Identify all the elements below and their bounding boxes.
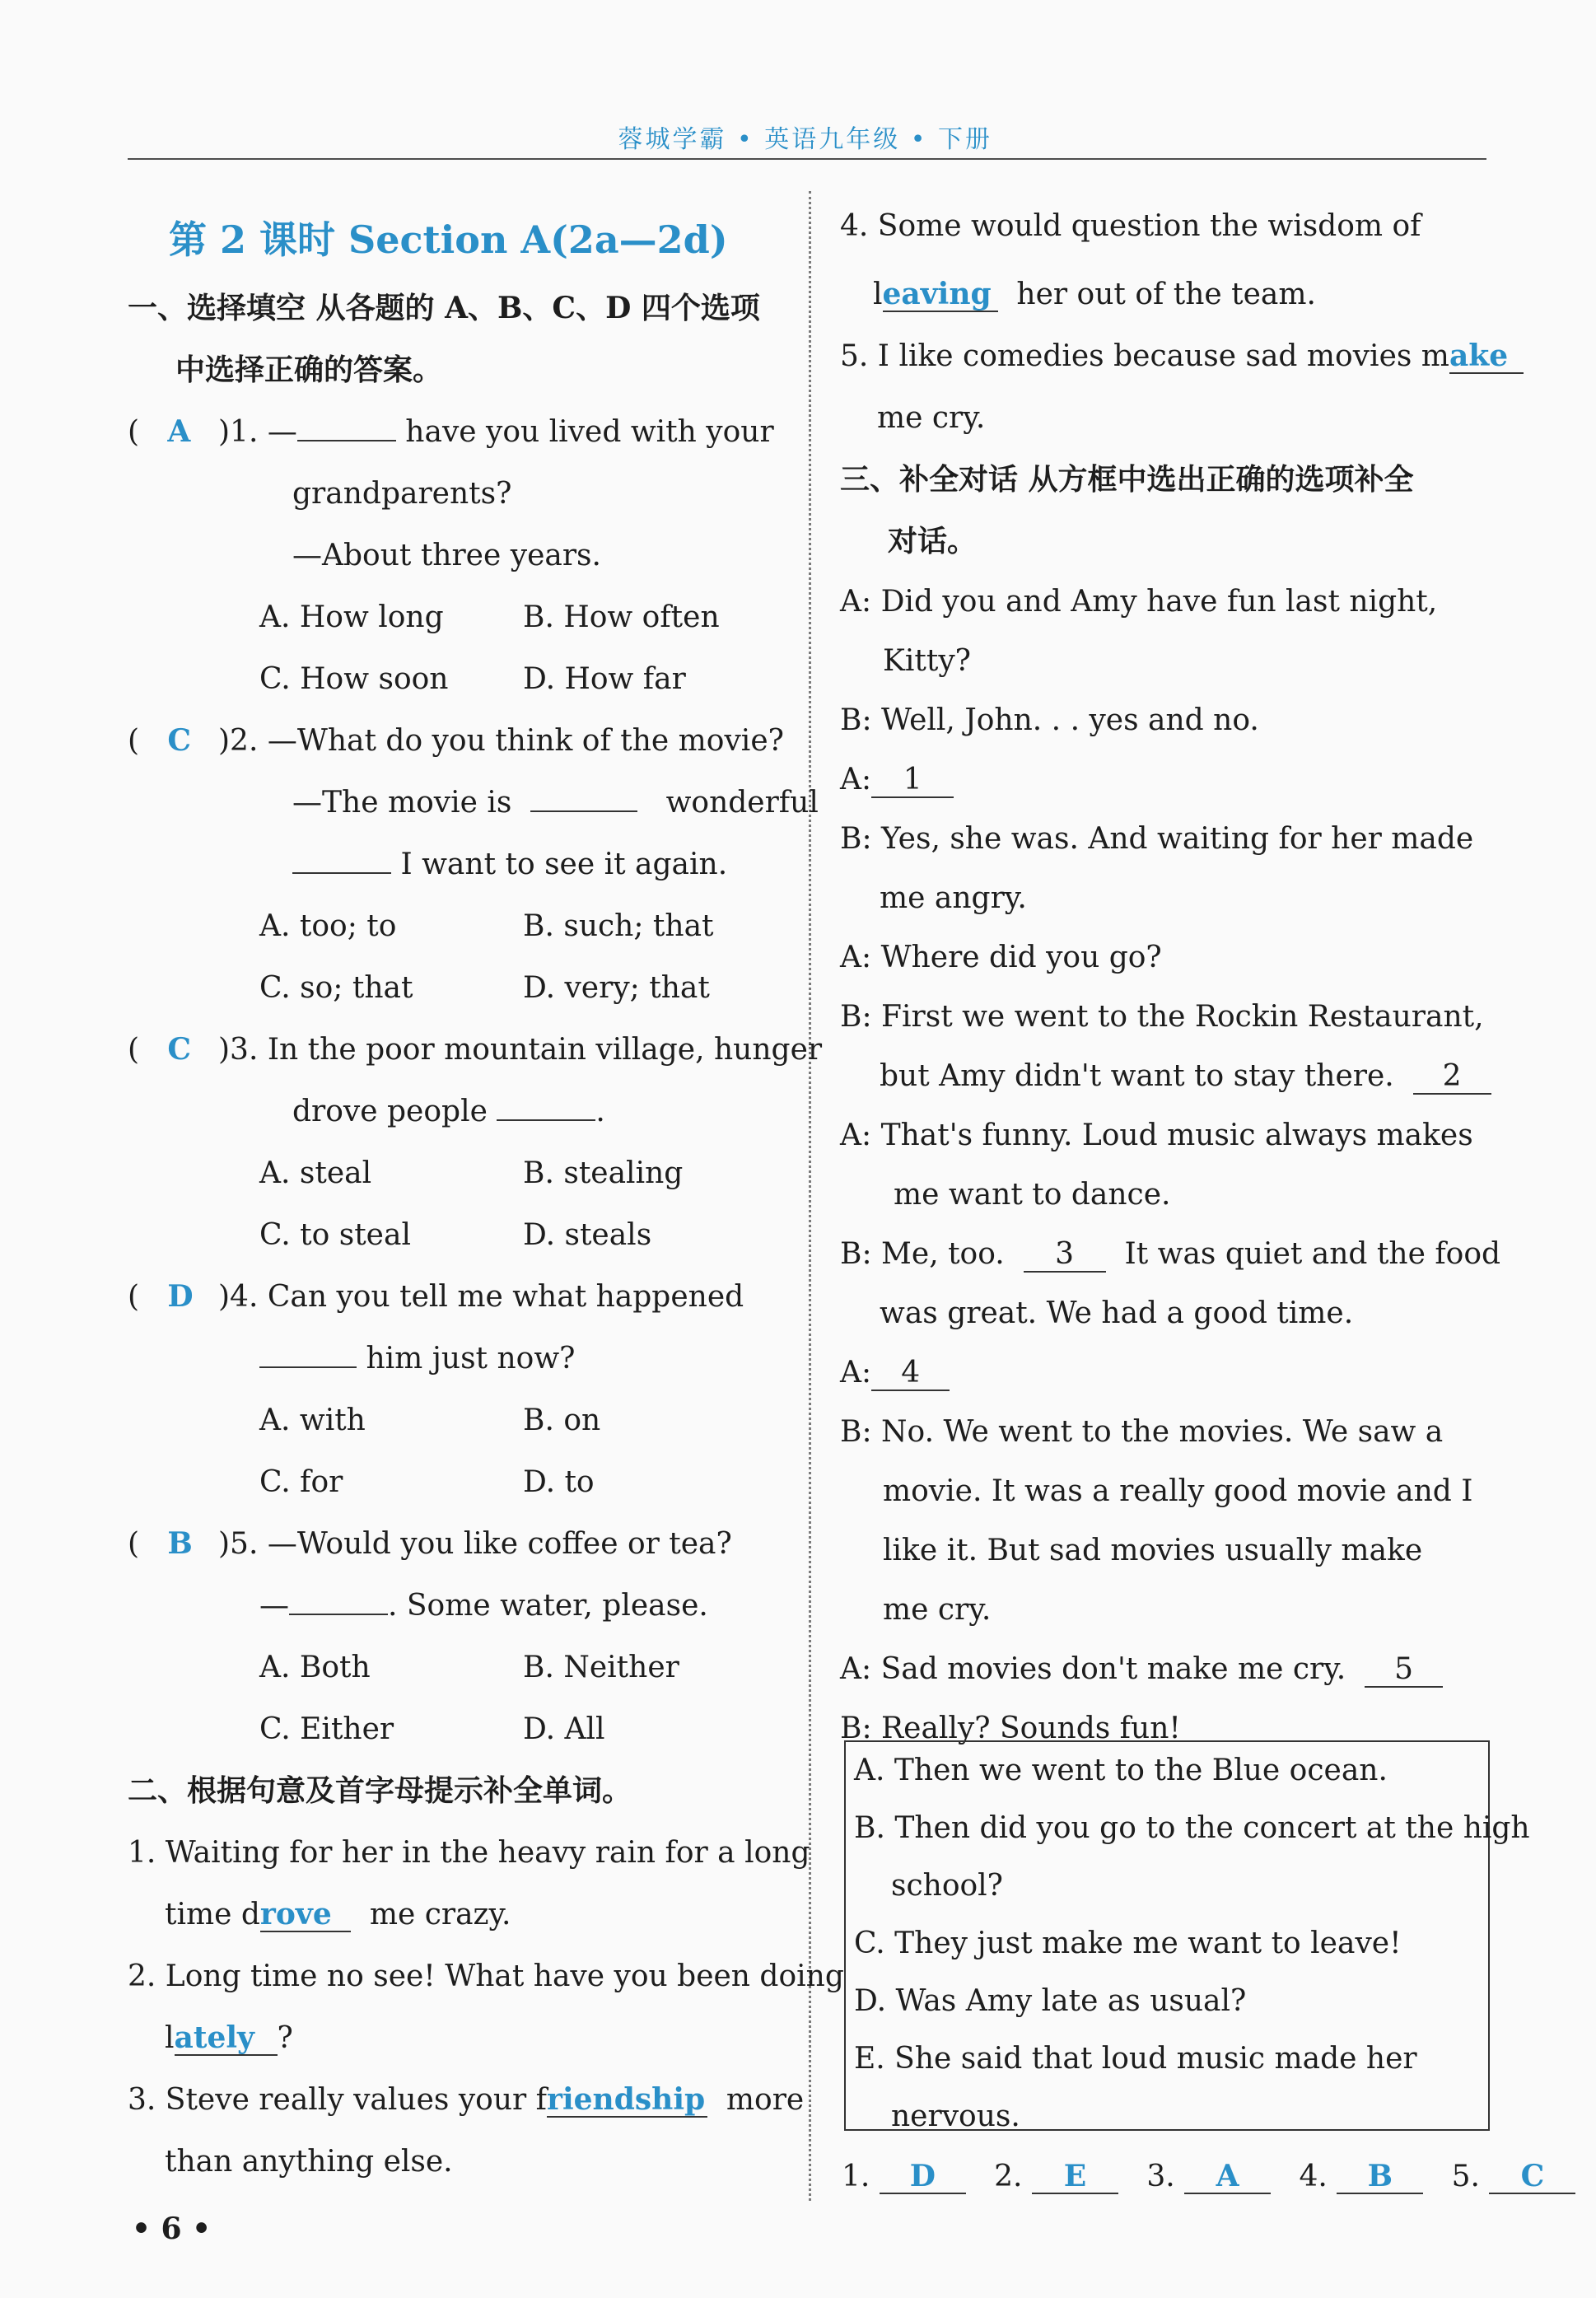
question-text (128, 834, 778, 895)
dialogue-line: A: Did you and Amy have fun last night, (840, 585, 1438, 619)
dialogue-line: A: Where did you go? (840, 941, 1162, 974)
dialogue-line: Kitty? (883, 644, 971, 678)
options-row (128, 1142, 778, 1204)
item-text: 5. I like comedies because sad movies m (840, 339, 1449, 373)
item-text: 3. Steve really values your f (128, 2083, 547, 2117)
dialogue-blank-2: 2 (1413, 1060, 1491, 1095)
blank (297, 407, 396, 441)
box-option-b-cont: school? (891, 1869, 1003, 1903)
dialogue-text: It was quiet and the food (1124, 1237, 1501, 1271)
blank (260, 1898, 351, 1932)
dialogue-blank-1: 1 (871, 764, 954, 798)
blank (547, 2083, 707, 2118)
options-row (128, 1698, 778, 1760)
options-box (844, 1740, 1530, 2133)
options-row (128, 586, 778, 648)
section3-heading: 三、补全对话 从方框中选出正确的选项补全 (840, 462, 1414, 497)
word-item-text (128, 1884, 778, 1945)
word-item-4: 4. Some would question the wisdom of (840, 209, 1421, 243)
dialogue-line: movie. It was a really good movie and I (883, 1474, 1473, 1508)
page-number: • 6 • (132, 2212, 212, 2246)
question-4 (128, 1266, 778, 1328)
question-text: )1. — (218, 415, 297, 449)
answer-num: 5. (1451, 2160, 1480, 2193)
blank (1337, 2160, 1423, 2194)
box-option-b: B. Then did you go to the concert at the high (854, 1811, 1530, 1845)
options-row (128, 1637, 778, 1698)
option-b: B. such; that (523, 909, 714, 943)
option-a: A. How long (259, 600, 444, 634)
word-item-5 (840, 325, 1509, 387)
dialogue-line: like it. But sad movies usually make (883, 1534, 1423, 1567)
dialogue-blank-4: 4 (871, 1357, 950, 1391)
dialogue-text: A: (840, 763, 872, 796)
answer-5: B (167, 1526, 193, 1561)
answer-paren: ( C (128, 1032, 192, 1067)
question-text: )5. —Would you like coffee or tea? (218, 1527, 732, 1561)
dialogue-line: B: Really? Sounds fun! (840, 1712, 1181, 1745)
blank (1449, 339, 1524, 374)
option-d: D. to (523, 1465, 595, 1499)
dialogue-line (840, 1640, 1491, 1699)
option-a: A. too; to (259, 909, 397, 943)
dialogue-answers-row (842, 2146, 1545, 2207)
dialogue-text: but Amy didn't want to stay there. (880, 1059, 1394, 1093)
box-option-a: A. Then we went to the Blue ocean. (854, 1754, 1388, 1787)
option-d: D. very; that (523, 971, 710, 1005)
item-text: l (873, 278, 883, 311)
option-a: A. Both (259, 1651, 371, 1684)
dialogue-line (840, 750, 1491, 810)
options-row (128, 1390, 778, 1451)
option-c: C. for (259, 1465, 343, 1499)
options-row (128, 957, 778, 1019)
section3-heading-cont: 对话。 (888, 524, 978, 558)
options-row (128, 1451, 778, 1513)
question-5 (128, 1513, 778, 1575)
question-text (128, 1328, 778, 1390)
section1-heading: 一、选择填空 从各题的 A、B、C、D 四个选项 (128, 291, 760, 325)
section2-heading: 二、根据句意及首字母提示补全单词。 (128, 1773, 632, 1808)
column-divider (809, 191, 811, 2201)
dialogue-line: was great. We had a good time. (880, 1296, 1354, 1330)
box-option-e: E. She said that loud music made her (854, 2042, 1417, 2076)
option-c: C. to steal (259, 1218, 411, 1252)
item-text: me crazy. (369, 1898, 511, 1931)
word-item-text (840, 264, 1491, 325)
options-row (128, 895, 778, 957)
header-text: 蓉城学霸 • 英语九年级 • 下册 (618, 125, 992, 154)
option-b: B. on (523, 1404, 601, 1437)
word-answer-2: ately (174, 2020, 254, 2055)
item-text: her out of the team. (1016, 278, 1316, 311)
dialogue-answer-3: A (1216, 2159, 1239, 2193)
word-item-text: than anything else. (165, 2145, 453, 2179)
answer-num: 2. (994, 2160, 1023, 2193)
answer-4: D (167, 1279, 194, 1314)
answer-paren: ( B (128, 1526, 193, 1561)
box-option-c: C. They just make me want to leave! (854, 1927, 1402, 1960)
blank (1184, 2160, 1271, 2194)
right-column (840, 202, 1509, 1759)
question-3 (128, 1019, 823, 1081)
word-answer-3: riendship (547, 2082, 706, 2117)
dialogue-answer-5: C (1520, 2159, 1545, 2193)
dialogue-line: A: That's funny. Loud music always makes (840, 1119, 1473, 1152)
word-item-text: me cry. (877, 401, 986, 435)
question-2 (128, 710, 784, 772)
question-text (128, 1575, 778, 1637)
blank (530, 778, 637, 812)
question-1 (128, 401, 778, 463)
word-answer-4: eaving (882, 277, 992, 311)
question-text: )4. Can you tell me what happened (218, 1280, 744, 1314)
question-text: I want to see it again. (400, 848, 728, 881)
blank (289, 1581, 388, 1615)
dialogue-line: me want to dance. (894, 1178, 1171, 1212)
dialogue-blank-3: 3 (1024, 1238, 1106, 1273)
dialogue-line (840, 1343, 1491, 1403)
item-text: l (165, 2021, 175, 2055)
question-text: have you lived with your (405, 415, 774, 449)
word-item-3 (128, 2069, 805, 2131)
dialogue-line (840, 1225, 1501, 1284)
item-text: ? (277, 2021, 293, 2055)
question-text: wonderful (665, 786, 819, 820)
left-column (128, 202, 844, 2193)
option-b: B. stealing (523, 1156, 684, 1190)
dialogue-line: me cry. (883, 1593, 992, 1627)
word-item-1: 1. Waiting for her in the heavy rain for a long (128, 1836, 810, 1870)
answer-paren: ( A (128, 414, 191, 449)
section1-heading-cont: 中选择正确的答案。 (175, 353, 443, 387)
dialogue-answer-1: D (909, 2159, 936, 2193)
word-item-2: 2. Long time no see! What have you been doing (128, 1959, 844, 1993)
word-item-text (128, 2007, 778, 2069)
dialogue-text: A: Sad movies don't make me cry. (840, 1652, 1346, 1686)
answer-paren: ( C (128, 723, 192, 758)
blank (883, 278, 998, 312)
blank (497, 1086, 595, 1121)
dialogue-text: B: Me, too. (840, 1237, 1005, 1271)
blank (880, 2160, 966, 2194)
blank (1489, 2160, 1575, 2194)
answer-num: 3. (1146, 2160, 1175, 2193)
answer-num: 1. (842, 2160, 870, 2193)
question-text: )2. —What do you think of the movie? (218, 724, 784, 758)
question-text: drove people (292, 1095, 488, 1128)
question-text: . (595, 1095, 605, 1128)
option-a: A. steal (259, 1156, 372, 1190)
word-answer-1: rove (259, 1897, 332, 1931)
box-option-d: D. Was Amy late as usual? (854, 1984, 1247, 2018)
option-c: C. so; that (259, 971, 413, 1005)
item-text: time d (165, 1898, 260, 1931)
question-text: him just now? (366, 1342, 576, 1376)
answer-1: A (167, 414, 191, 449)
question-text (128, 1081, 778, 1142)
question-text: . Some water, please. (388, 1589, 708, 1623)
dialogue-line: B: Well, John. . . yes and no. (840, 703, 1259, 737)
option-d: D. How far (523, 662, 686, 696)
question-text: —About three years. (292, 539, 601, 572)
lesson-title: 第 2 课时 Section A(2a—2d) (169, 217, 728, 262)
dialogue-blank-5: 5 (1365, 1653, 1443, 1688)
option-b: B. Neither (523, 1651, 679, 1684)
option-b: B. How often (523, 600, 720, 634)
answer-num: 4. (1299, 2160, 1328, 2193)
blank (259, 1333, 357, 1368)
dialogue-line: me angry. (880, 881, 1027, 915)
option-c: C. Either (259, 1712, 394, 1746)
dialogue-line: B: First we went to the Rockin Restaurant, (840, 1000, 1484, 1034)
dialogue-answer-2: E (1063, 2159, 1087, 2193)
item-text: more (726, 2083, 805, 2117)
question-text: )3. In the poor mountain village, hunger (218, 1033, 823, 1067)
box-option-e-cont: nervous. (891, 2099, 1020, 2133)
dialogue-line (840, 1047, 1491, 1106)
blank (292, 839, 391, 874)
option-a: A. with (259, 1404, 366, 1437)
options-row (128, 1204, 778, 1266)
running-header (128, 115, 1486, 160)
dialogue-text: A: (840, 1356, 872, 1390)
option-c: C. How soon (259, 662, 449, 696)
dialogue-line: B: No. We went to the movies. We saw a (840, 1415, 1444, 1449)
answer-2: C (167, 723, 192, 758)
dialogue-line: B: Yes, she was. And waiting for her made (840, 822, 1474, 856)
options-row (128, 648, 778, 710)
dialogue-answer-4: B (1367, 2159, 1393, 2193)
blank (1032, 2160, 1118, 2194)
question-text: —The movie is (292, 786, 512, 820)
word-answer-5: ake (1449, 339, 1509, 373)
question-text: grandparents? (292, 477, 512, 511)
blank (175, 2021, 278, 2056)
question-text (128, 772, 819, 834)
answer-3: C (167, 1032, 192, 1067)
question-text: — (259, 1589, 289, 1623)
answer-paren: ( D (128, 1279, 194, 1314)
option-d: D. steals (523, 1218, 652, 1252)
option-d: D. All (523, 1712, 605, 1746)
